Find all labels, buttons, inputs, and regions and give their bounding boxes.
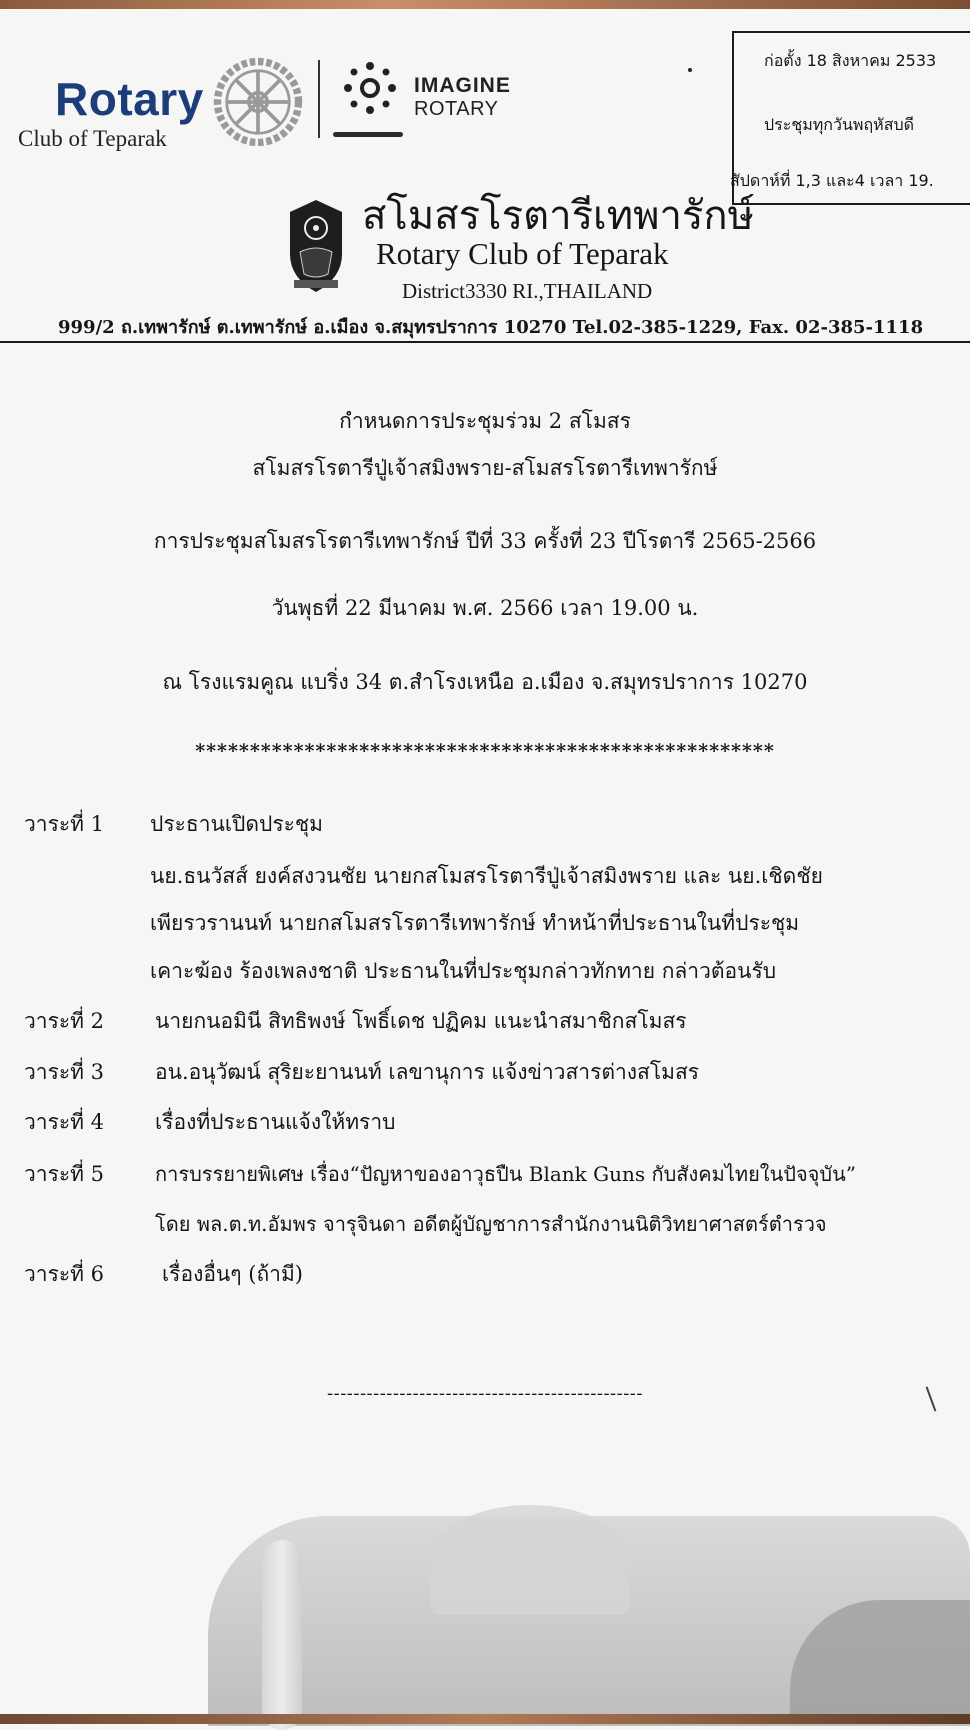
info-meeting-day: ประชุมทุกวันพฤหัสบดี [764,115,914,134]
agenda-5-line-2: โดย พล.ต.ท.อัมพร จารุจินดา อดีตผู้บัญชาการสำนักงานนิติวิทยาศาสตร์ตำรวจ [155,1212,827,1236]
signature-mark [333,132,403,137]
agenda-2-line-1: นายกนอมินี สิทธิพงษ์ โพธิ์เดช ปฏิคม แนะนำสมาชิกสโมสร [155,1009,687,1033]
header-rule [0,341,970,343]
agenda-1-label: วาระที่ 1 [24,812,105,836]
agenda-1-line-4: เคาะฆ้อง ร้องเพลงชาติ ประธานในที่ประชุมกล่าวทักทาย กล่าวต้อนรับ [150,959,777,983]
rotary-logo-text: Rotary [55,73,204,125]
rotary-logo-subtitle: Club of Teparak [18,126,167,151]
imagine-rotary-icon [340,58,400,118]
meeting-venue: ณ โรงแรมคูณ แบริ่ง 34 ต.สำโรงเหนือ อ.เมือง จ.สมุทรปราการ 10270 [162,670,808,694]
rotary-wheel-icon [212,56,304,148]
ink-dot [688,68,692,72]
info-founded: ก่อตั้ง 18 สิงหาคม 2533 [764,51,937,70]
agenda-4-line-1: เรื่องที่ประธานแจ้งให้ทราบ [155,1110,396,1134]
star-separator: ***************************************************** [195,740,775,762]
club-info-box [732,31,970,205]
agenda-3-line-1: อน.อนุวัฒน์ สุริยะยานนท์ เลขานุการ แจ้งข่าวสารต่างสโมสร [155,1060,700,1084]
rotary-text: ROTARY [414,98,499,120]
background-object-highlight [262,1540,302,1730]
logo-divider [318,60,320,138]
club-crest-icon [284,198,348,294]
meeting-title: กำหนดการประชุมร่วม 2 สโมสร [339,409,631,433]
meeting-session: การประชุมสโมสรโรตารีเทพารักษ์ ปีที่ 33 ครั้งที่ 23 ปีโรตารี 2565-2566 [153,529,817,553]
dash-separator: ------------------------------------------------ [327,1383,643,1404]
imagine-text: IMAGINE [414,74,511,97]
agenda-6-line-1: เรื่องอื่นๆ (ถ้ามี) [162,1262,303,1286]
address-line: 999/2 ถ.เทพารักษ์ ต.เทพารักษ์ อ.เมือง จ.สมุทรปราการ 10270 Tel.02-385-1229, Fax. 02-385-1118 [58,317,924,338]
info-meeting-weeks: สัปดาห์ที่ 1,3 และ4 เวลา 19. [730,171,934,190]
agenda-1-line-2: นย.ธนวัสส์ ยงค์สงวนชัย นายกสโมสรโรตารีปู่เจ้าสมิงพราย และ นย.เชิดชัย [150,864,823,888]
club-name-english: Rotary Club of Teparak [376,236,669,271]
background-object-top [430,1505,630,1615]
bottom-edge [0,1714,970,1724]
meeting-clubs: สโมสรโรตารีปู่เจ้าสมิงพราย-สโมสรโรตารีเทพารักษ์ [252,456,718,480]
agenda-1-line-3: เพียรวรานนท์ นายกสโมสรโรตารีเทพารักษ์ ทำหน้าที่ประธานในที่ประชุม [150,911,800,935]
club-name-thai: สโมสรโรตารีเทพารักษ์ [362,193,754,239]
agenda-6-label: วาระที่ 6 [24,1262,105,1286]
agenda-5-label: วาระที่ 5 [24,1162,105,1186]
top-edge [0,0,970,9]
district-line: District3330 RI.,THAILAND [402,279,653,303]
agenda-5-line-1: การบรรยายพิเศษ เรื่อง“ปัญหาของอาวุธปืน Blank Guns กับสังคมไทยในปัจจุบัน” [155,1162,856,1186]
agenda-1-line-1: ประธานเปิดประชุม [150,812,323,836]
meeting-date: วันพุธที่ 22 มีนาคม พ.ศ. 2566 เวลา 19.00 น. [271,596,699,620]
agenda-4-label: วาระที่ 4 [24,1110,105,1134]
agenda-3-label: วาระที่ 3 [24,1060,105,1084]
agenda-2-label: วาระที่ 2 [24,1009,105,1033]
